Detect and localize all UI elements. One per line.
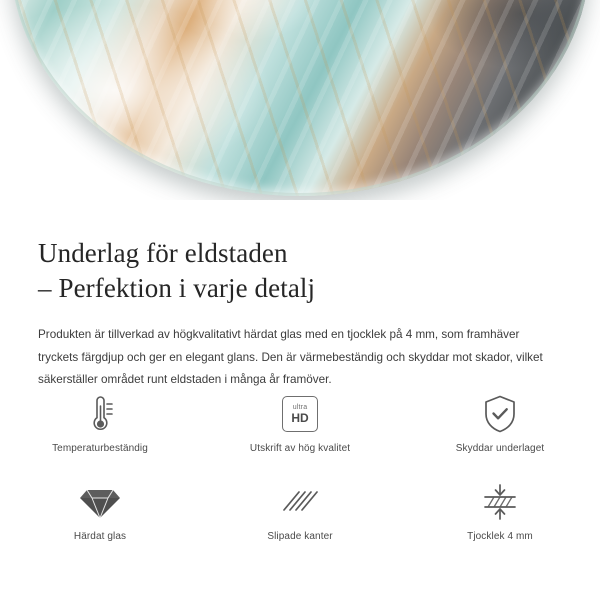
feature-label: Tjocklek 4 mm <box>467 531 533 542</box>
feature-label: Temperaturbeständig <box>52 443 148 454</box>
polished-edges-icon <box>280 480 320 524</box>
marble-disc-surface <box>10 0 590 196</box>
description-paragraph: Produkten är tillverkad av högkvalitativt härdat glas med en tjocklek på 4 mm, som framhäver tryckets färgdjup och ger en elegant glans. Den är värmebeständig och skyddar mot skador, vilket säkerställer området runt eldstaden i många år framöver. <box>38 328 543 387</box>
shield-check-icon <box>482 392 518 436</box>
headline-line-1: Underlag för eldstaden <box>38 238 288 268</box>
badge-top-text: ultra <box>292 404 308 411</box>
page-title <box>0 200 600 306</box>
feature-tempered-glass <box>0 480 200 558</box>
headline-line-2: – Perfektion i varje detalj <box>38 273 316 304</box>
feature-label: Skyddar underlaget <box>455 443 545 454</box>
feature-protects-surface <box>400 392 600 470</box>
feature-label: Slipade kanter <box>267 531 333 542</box>
hero-image <box>0 0 600 200</box>
diamond-icon <box>79 480 121 524</box>
thickness-arrows-icon <box>479 480 521 524</box>
feature-temperature-resistant <box>0 392 200 470</box>
ultra-hd-badge-icon <box>282 392 318 436</box>
feature-label: Härdat glas <box>73 531 127 542</box>
feature-grid <box>0 392 600 558</box>
marble-disc-graphic <box>10 0 590 196</box>
text-content <box>0 200 600 392</box>
feature-high-quality-print <box>200 392 400 470</box>
feature-thickness <box>400 480 600 558</box>
feature-polished-edges <box>200 480 400 558</box>
feature-label: Utskrift av hög kvalitet <box>249 443 351 454</box>
badge-bottom-text: HD <box>291 411 309 425</box>
thermometer-icon <box>80 392 120 436</box>
